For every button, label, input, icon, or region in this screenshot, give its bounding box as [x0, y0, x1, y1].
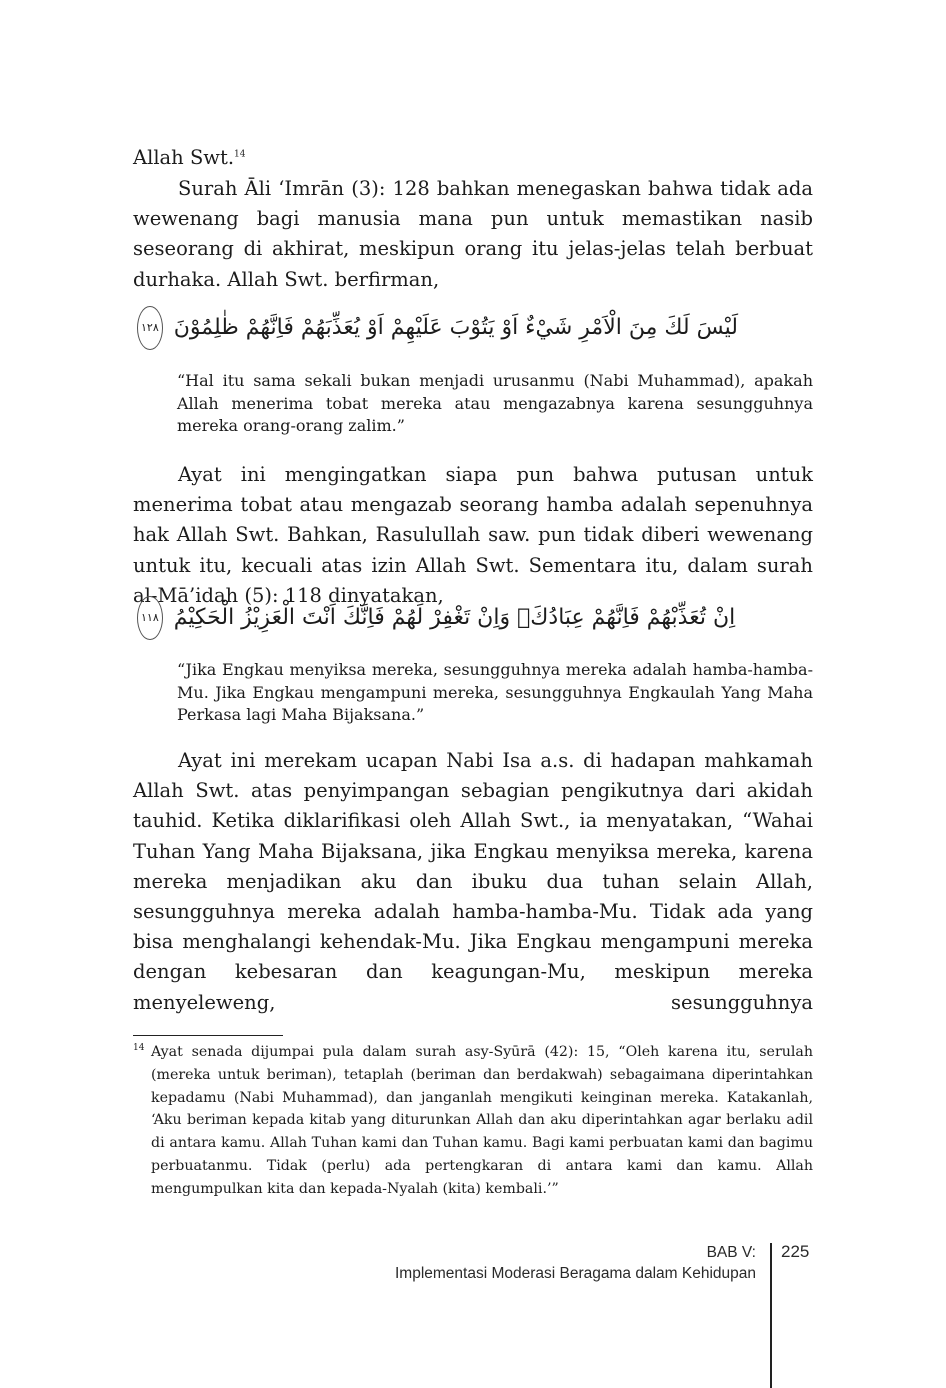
footnote-text: Ayat senada dijumpai pula dalam surah asy-Syūrā (42): 15, “Oleh karena itu, serulah (mereka untuk beriman), tetaplah (beriman dan berdakwah) sebagaimana diperintahkan kepadamu (Nabi Muhammad), dan janganlah mengikuti keinginan mereka. Katakanlah, ‘Aku beriman kepada kitab yang diturunkan Allah dan aku diperintahkan agar berlaku adil di antara kamu. Allah Tuhan kami dan Tuhan kamu. Bagi kami perbuatan kami dan bagimu perbuatanmu. Tidak (perlu) ada pertengkaran di antara kami dan kamu. Allah mengumpulkan kita dan kepada-Nyalah (kita) kembali.’” [151, 1044, 813, 1197]
ayah-number-badge: ١١٨ [137, 596, 163, 640]
paragraph-text: Allah Swt. [133, 146, 235, 169]
paragraph-1: Surah Āli ‘Imrān (3): 128 bahkan menegaskan bahwa tidak ada wewenang bagi manusia mana pun untuk memastikan nasib seseorang di akhirat, meskipun orang itu jelas-jelas telah berbuat durhaka. Allah Swt. berfirman, [133, 177, 813, 291]
paragraph-2: Ayat ini mengingatkan siapa pun bahwa putusan untuk menerima tobat atau mengazab seorang hamba adalah sepenuhnya hak Allah Swt. Bahkan, Rasulullah saw. pun tidak diberi wewenang untuk itu, kecuali atas izin Allah Swt. Sementara itu, dalam surah al-Mā’idah (5): 118 dinyatakan, [133, 463, 813, 607]
footnote-number: 14 [133, 1043, 145, 1053]
running-footer [395, 1242, 756, 1284]
quran-verse-2 [133, 596, 813, 640]
quran-verse-1 [133, 306, 813, 350]
footer-divider [770, 1243, 772, 1388]
verse-2-translation: “Jika Engkau menyiksa mereka, sesungguhnya mereka adalah hamba-hamba-Mu. Jika Engkau mengampuni mereka, sesungguhnya Engkaulah Yang Maha Perkasa lagi Maha Bijaksana.” [177, 660, 813, 725]
arabic-verse-text: اِنْ تُعَذِّبْهُمْ فَاِنَّهُمْ عِبَادُكَۚ وَاِنْ تَغْفِرْ لَهُمْ فَاِنَّكَ اَنْتَ الْعَزِيْزُ الْحَكِيْمُ [173, 605, 736, 630]
ayah-number-badge: ١٢٨ [137, 306, 163, 350]
chapter-title: Implementasi Moderasi Beragama dalam Kehidupan [394, 1265, 756, 1282]
footnote [133, 1041, 813, 1201]
chapter-label: BAB V: [706, 1244, 756, 1261]
footnote-ref[interactable]: 14 [234, 149, 246, 160]
paragraph-3: Ayat ini merekam ucapan Nabi Isa a.s. di hadapan mahkamah Allah Swt. atas penyimpangan sebagian pengikutnya dari akidah tauhid. Ketika diklarifikasi oleh Allah Swt., ia menyatakan, “Wahai Tuhan Yang Maha Bijaksana, jika Engkau menyiksa mereka, karena mereka menjadikan aku dan ibuku dua tuhan selain Allah, sesungguhnya mereka adalah hamba-hamba-Mu. Tidak ada yang bisa menghalangi kehendak-Mu. Jika Engkau mengampuni mereka dengan kebesaran dan keagungan-Mu, meskipun mereka menyeleweng, sesungguhnya [133, 749, 813, 1014]
footnote-divider [133, 1035, 283, 1036]
verse-1-translation: “Hal itu sama sekali bukan menjadi urusanmu (Nabi Muhammad), apakah Allah menerima tobat mereka atau mengazabnya karena sesungguhnya mereka orang-orang zalim.” [177, 371, 813, 436]
paragraph-continuation [133, 143, 813, 173]
page-number: 225 [781, 1242, 810, 1261]
arabic-verse-text: لَيْسَ لَكَ مِنَ الْاَمْرِ شَيْءٌ اَوْ يَتُوْبَ عَلَيْهِمْ اَوْ يُعَذِّبَهُمْ فَاِنَّهُمْ ظٰلِمُوْنَ [173, 315, 739, 340]
